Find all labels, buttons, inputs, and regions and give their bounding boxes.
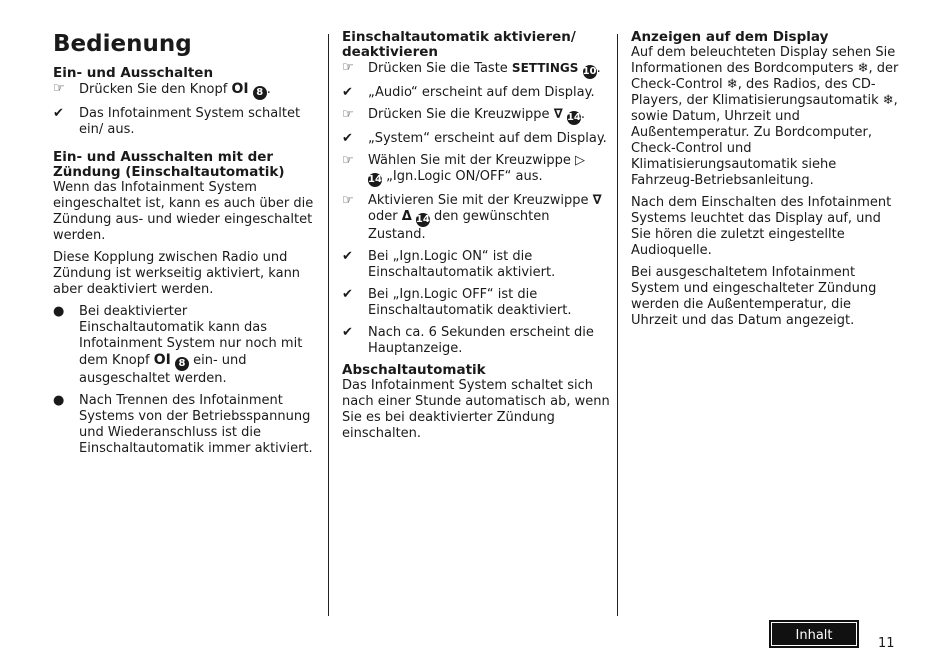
bullet-icon: ● bbox=[53, 393, 65, 408]
column-middle bbox=[342, 30, 610, 448]
instruction-item: ☞ Drücken Sie den Knopf OI 8 . bbox=[53, 81, 271, 98]
checkmark-icon: ✔ bbox=[53, 106, 64, 121]
bullet-item: ● Nach Trennen des Infotainment Systems von der Betriebsspannung und Wiederanschluss ist die Einschaltautomatik immer aktiviert. bbox=[53, 393, 313, 456]
pointing-hand-icon: ☞ bbox=[342, 153, 354, 168]
column-right bbox=[631, 30, 899, 335]
pointing-hand-icon: ☞ bbox=[342, 60, 354, 75]
page-title: Bedienung bbox=[53, 31, 192, 57]
paragraph: Das Infotainment System schaltet sich nach einer Stunde automatisch ab, wenn Sie es bei deaktivierter Zündung einschalten. bbox=[342, 378, 610, 441]
bullet-item: ● Bei deaktivierter Einschaltautomatik kann das Infotainment System nur noch mit dem Knopf OI 8 ein- und ausgeschaltet werden. bbox=[53, 304, 303, 386]
settings-key-label: SETTINGS bbox=[511, 61, 579, 75]
pointing-hand-icon: ☞ bbox=[342, 107, 354, 122]
paragraph: Diese Kopplung zwischen Radio und Zündung ist werkseitig aktiviert, kann aber deaktiviert werden. bbox=[53, 250, 301, 297]
page-number: 11 bbox=[878, 636, 895, 651]
rocker-down-icon: ∇ bbox=[553, 107, 563, 122]
callout-badge: 14 bbox=[368, 174, 382, 185]
pointing-hand-icon: ☞ bbox=[342, 193, 354, 208]
power-knob-icon: OI bbox=[231, 81, 249, 97]
section-heading-ein-ausschalten: Ein- und Ausschalten bbox=[53, 65, 214, 81]
result-item: ✔ Bei „Ign.Logic OFF“ ist die Einschaltautomatik deaktiviert. bbox=[342, 287, 572, 318]
result-item: ✔ Das Infotainment System schaltet ein/ aus. bbox=[53, 106, 301, 137]
rocker-up-icon: Δ bbox=[401, 209, 412, 224]
checkmark-icon: ✔ bbox=[342, 325, 353, 340]
checkmark-icon: ✔ bbox=[342, 85, 353, 100]
instruction-item: ☞ Aktivieren Sie mit der Kreuzwippe ∇ oder Δ 14 den gewünschten Zustand. bbox=[342, 193, 602, 242]
callout-badge: 10 bbox=[582, 66, 597, 77]
power-knob-icon: OI bbox=[153, 352, 171, 368]
result-item: ✔ „System“ erscheint auf dem Display. bbox=[342, 131, 607, 146]
paragraph: Bei ausgeschaltetem Infotainment System und eingeschalteter Zündung werden die Außentemperatur, die Uhrzeit und das Datum angezeigt. bbox=[631, 265, 877, 328]
column-divider bbox=[328, 34, 329, 616]
result-item: ✔ Nach ca. 6 Sekunden erscheint die Hauptanzeige. bbox=[342, 325, 594, 356]
checkmark-icon: ✔ bbox=[342, 249, 353, 264]
callout-badge: 8 bbox=[253, 86, 267, 100]
paragraph: Wenn das Infotainment System eingeschaltet ist, kann es auch über die Zündung aus- und wieder eingeschaltet werden. bbox=[53, 180, 314, 243]
callout-badge: 14 bbox=[415, 214, 430, 225]
section-heading-anzeigen: Anzeigen auf dem Display bbox=[631, 29, 829, 45]
rocker-right-icon: ▷ bbox=[574, 153, 585, 168]
instruction-item: ☞ Wählen Sie mit der Kreuzwippe ▷ 14 „Ign.Logic ON/OFF“ aus. bbox=[342, 153, 585, 185]
section-heading-abschaltautomatik: Abschaltautomatik bbox=[342, 362, 486, 378]
instruction-item: ☞ Drücken Sie die Taste SETTINGS 10. bbox=[342, 60, 601, 77]
pointing-hand-icon: ☞ bbox=[53, 81, 65, 96]
section-heading-einschaltautomatik: Ein- und Ausschalten mit der Zündung (Einschaltautomatik) bbox=[53, 149, 285, 180]
paragraph: Nach dem Einschalten des Infotainment Systems leuchtet das Display auf, und Sie hören die zuletzt eingestellte Audioquelle. bbox=[631, 195, 892, 258]
callout-badge: 8 bbox=[175, 357, 189, 371]
column-left bbox=[53, 30, 315, 463]
rocker-down-icon: ∇ bbox=[592, 193, 602, 208]
contents-button[interactable]: Inhalt bbox=[769, 620, 859, 648]
result-item: ✔ „Audio“ erscheint auf dem Display. bbox=[342, 85, 595, 100]
bullet-icon: ● bbox=[53, 304, 65, 319]
callout-badge: 14 bbox=[566, 112, 581, 123]
checkmark-icon: ✔ bbox=[342, 287, 353, 302]
checkmark-icon: ✔ bbox=[342, 131, 353, 146]
instruction-item: ☞ Drücken Sie die Kreuzwippe ∇ 14. bbox=[342, 107, 586, 123]
result-item: ✔ Bei „Ign.Logic ON“ ist die Einschaltautomatik aktiviert. bbox=[342, 249, 556, 280]
section-heading-aktivieren: Einschaltautomatik aktivieren/ deaktivieren bbox=[342, 29, 576, 60]
paragraph: Auf dem beleuchteten Display sehen Sie Informationen des Bordcomputers ❄, der Check-Control ❄, des Radios, des CD-Players, der Klimatisierungsautomatik ❄, sowie Datum, Uhrzeit und Außentemperatur. Zu Bordcomputer, Check-Control und Klimatisierungsautomatik siehe Fahrzeug-Betriebsanleitung. bbox=[631, 45, 899, 188]
column-divider bbox=[617, 34, 618, 616]
